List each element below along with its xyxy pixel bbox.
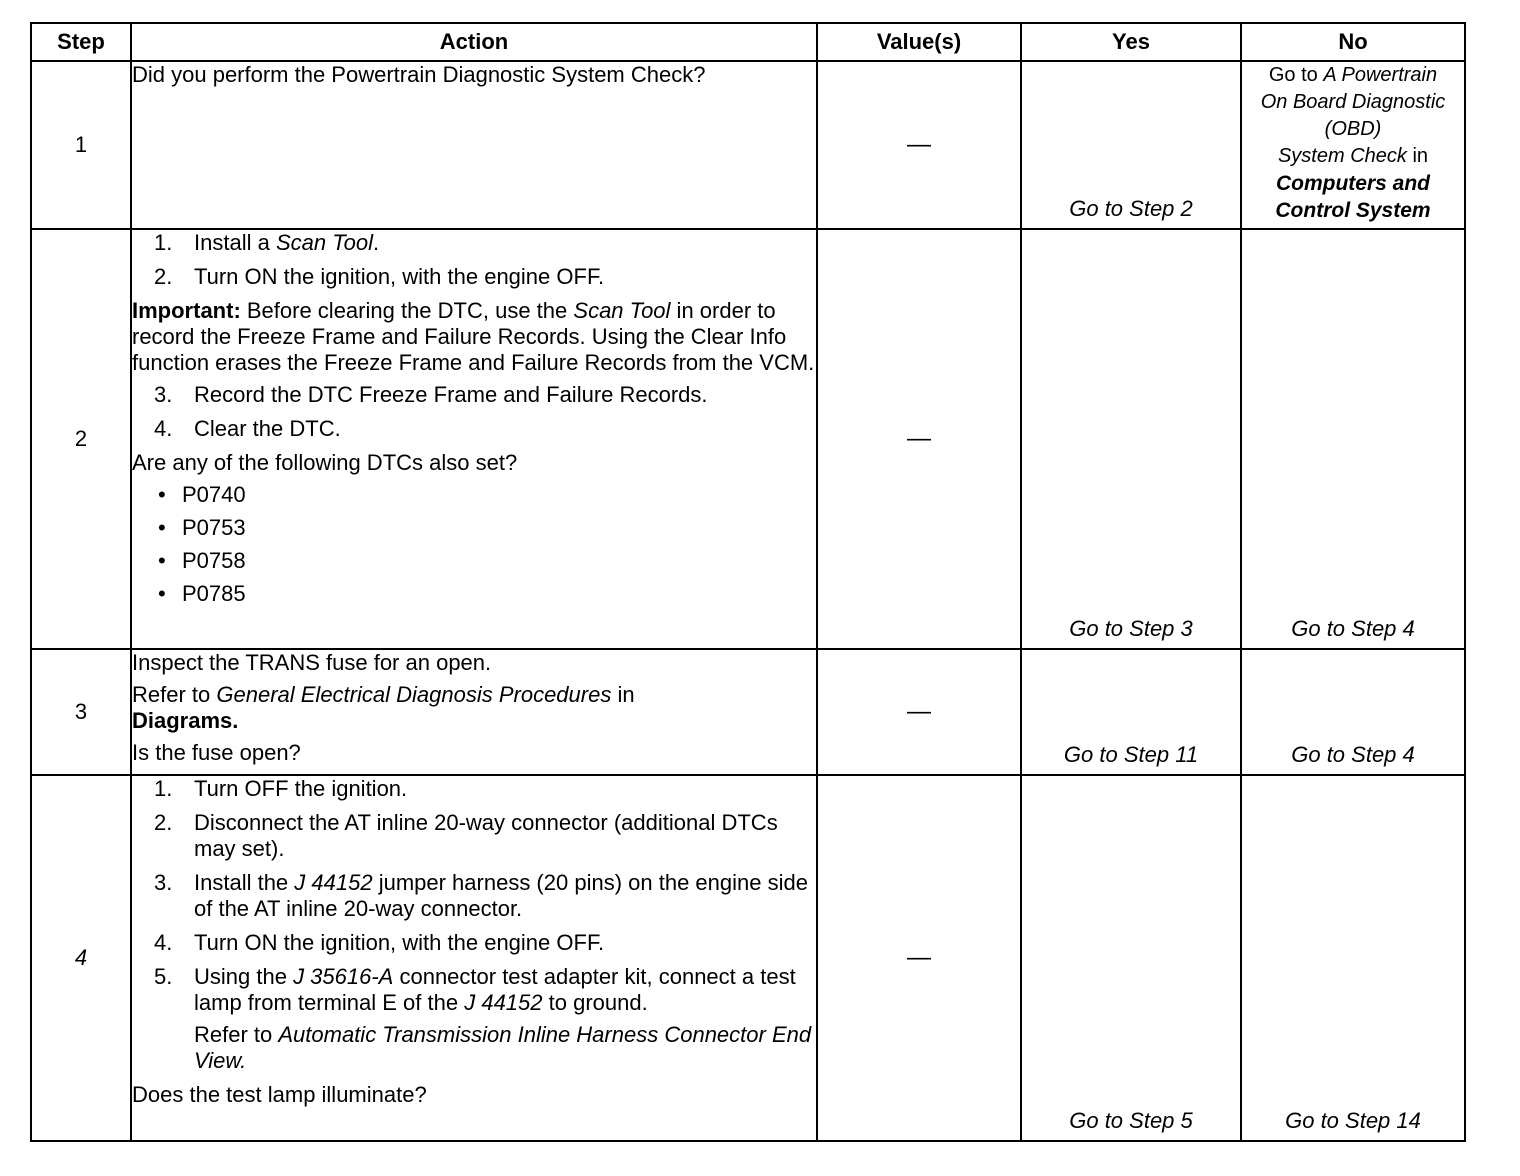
action-steps-list (132, 230, 816, 290)
action-cell (131, 775, 817, 1141)
no-cell (1241, 775, 1465, 1141)
no-cell (1241, 649, 1465, 775)
yes-cell (1021, 775, 1241, 1141)
list-item: • P0753 (158, 515, 246, 540)
no-ref-line2: On Board Diagnostic (1260, 91, 1446, 113)
list-item: 3. Record the DTC Freeze Frame and Failure Records. (154, 382, 708, 407)
list-item: 4. Turn ON the ignition, with the engine OFF. (154, 930, 605, 955)
diagnostic-table (30, 22, 1466, 1142)
no-go-to-step: Go to Step 14 (1285, 1108, 1421, 1133)
no-ref-line4: System Check in (1277, 145, 1429, 167)
header-no: No (1241, 23, 1465, 61)
no-go-to-step: Go to Step 4 (1291, 742, 1415, 767)
no-ref-section-b: Control System (1275, 199, 1431, 222)
step-number: 4 (31, 775, 131, 1141)
no-ref-line1: Go to A Powertrain (1268, 64, 1438, 86)
no-ref-section-a: Computers and (1275, 172, 1430, 195)
table-row-step-1 (31, 61, 1465, 229)
action-cell (131, 229, 817, 649)
step-number: 1 (31, 61, 131, 229)
table-row-step-2 (31, 229, 1465, 649)
action-cell (131, 649, 817, 775)
value-cell: — (817, 61, 1021, 229)
list-item: 2. Turn ON the ignition, with the engine OFF. (154, 264, 605, 289)
yes-go-to-step: Go to Step 11 (1063, 742, 1199, 767)
no-cell (1241, 229, 1465, 649)
header-row (31, 23, 1465, 61)
important-note: Important: Before clearing the DTC, use the Scan Tool in order to record the Freeze Frame and Failure Records. Using the Clear Info function erases the Freeze Frame and Failure Records from the VCM. (132, 298, 815, 375)
step-number: 3 (31, 649, 131, 775)
header-yes: Yes (1021, 23, 1241, 61)
table-row-step-3 (31, 649, 1465, 775)
list-item: 1. Turn OFF the ignition. (154, 776, 408, 801)
table-row-step-4 (31, 775, 1465, 1141)
refer-note: Refer to General Electrical Diagnosis Procedures in Diagrams. (132, 682, 635, 733)
action-question: Is the fuse open? (132, 740, 301, 765)
yes-go-to-step: Go to Step 5 (1069, 1108, 1193, 1133)
action-cell (131, 61, 817, 229)
list-item: 3. Install the J 44152 jumper harness (20 pins) on the engine side of the AT inline 20-way connector. (154, 870, 808, 921)
list-item: 2. Disconnect the AT inline 20-way connector (additional DTCs may set). (154, 810, 778, 861)
list-item: • P0758 (158, 548, 246, 573)
yes-cell (1021, 649, 1241, 775)
yes-go-to-step: Go to Step 2 (1069, 196, 1193, 221)
list-item: 5. Using the J 35616-A connector test adapter kit, connect a test lamp from terminal E of the J 44152 to ground. Refer to Automatic Transmission Inline Harness Connector End View. (132, 964, 816, 1074)
yes-cell (1021, 229, 1241, 649)
action-line: Inspect the TRANS fuse for an open. (132, 650, 492, 675)
list-item: • P0740 (158, 482, 246, 507)
action-steps-list (132, 382, 816, 442)
list-item: 4. Clear the DTC. (154, 416, 341, 441)
list-item: • P0785 (158, 581, 246, 606)
action-question: Does the test lamp illuminate? (132, 1082, 427, 1107)
header-action: Action (131, 23, 817, 61)
yes-go-to-step: Go to Step 3 (1069, 616, 1193, 641)
value-cell: — (817, 229, 1021, 649)
action-question: Did you perform the Powertrain Diagnostic System Check? (132, 62, 706, 87)
no-cell (1241, 61, 1465, 229)
value-cell: — (817, 775, 1021, 1141)
refer-note: Refer to Automatic Transmission Inline Harness Connector End View. (194, 1022, 812, 1073)
step-number: 2 (31, 229, 131, 649)
no-go-to-step: Go to Step 4 (1291, 616, 1415, 641)
value-cell: — (817, 649, 1021, 775)
no-ref-line3: (OBD) (1324, 118, 1382, 140)
yes-cell (1021, 61, 1241, 229)
dtc-list (132, 482, 816, 607)
action-steps-list (132, 776, 816, 1074)
header-step: Step (31, 23, 131, 61)
action-question: Are any of the following DTCs also set? (132, 450, 518, 475)
header-values: Value(s) (817, 23, 1021, 61)
list-item: 1. Install a Scan Tool. (154, 230, 380, 255)
